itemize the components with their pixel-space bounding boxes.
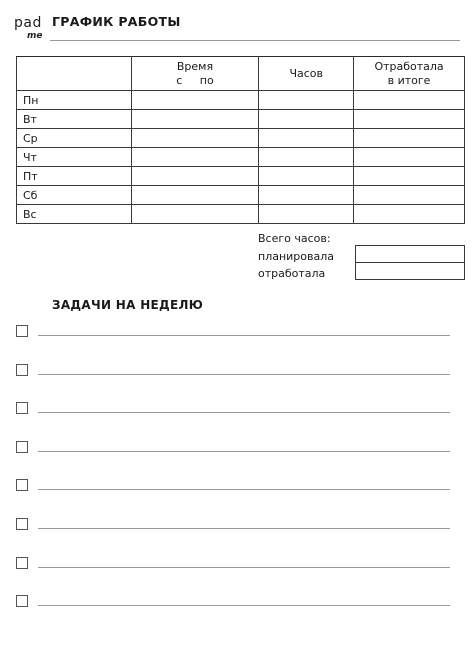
schedule-row-fri [17,167,465,186]
worked-cell[interactable] [354,91,465,110]
header-hours-label: Часов [289,66,323,80]
tasks-title: ЗАДАЧИ НА НЕДЕЛЮ [52,298,204,312]
time-cell[interactable] [131,91,259,110]
worked-cell[interactable] [354,186,465,205]
planned-hours-field[interactable] [355,245,465,263]
task-writing-line[interactable] [38,412,450,413]
time-cell[interactable] [131,110,259,129]
task-checkbox[interactable] [16,595,28,607]
hours-cell[interactable] [259,167,354,186]
task-item [16,595,450,615]
task-item [16,402,450,422]
logo-text-me: me [27,31,43,41]
worked-cell[interactable] [354,129,465,148]
hours-cell[interactable] [259,129,354,148]
task-item [16,557,450,577]
planned-label: планировала [258,250,335,263]
logo-text-pad: pad [14,15,42,31]
schedule-row-sat [17,186,465,205]
schedule-header-row [17,57,465,91]
header-time-sublabel: с по [176,73,214,87]
task-item [16,518,450,538]
task-writing-line[interactable] [38,451,450,452]
task-writing-line[interactable] [38,374,450,375]
task-checkbox[interactable] [16,441,28,453]
hours-cell[interactable] [259,205,354,224]
time-cell[interactable] [131,167,259,186]
schedule-row-mon [17,91,465,110]
day-label: Ср [17,129,132,148]
schedule-row-sun [17,205,465,224]
task-item [16,364,450,384]
time-cell[interactable] [131,129,259,148]
worked-label: отработала [258,267,326,280]
hours-cell[interactable] [259,186,354,205]
day-label: Пт [17,167,132,186]
time-cell[interactable] [131,186,259,205]
task-writing-line[interactable] [38,605,450,606]
hours-cell[interactable] [259,110,354,129]
brand-logo [14,15,44,45]
worked-cell[interactable] [354,110,465,129]
task-checkbox[interactable] [16,402,28,414]
day-label: Вт [17,110,132,129]
day-label: Сб [17,186,132,205]
day-label: Чт [17,148,132,167]
header-time-label: Время [176,59,214,73]
worked-cell[interactable] [354,205,465,224]
time-cell[interactable] [131,148,259,167]
schedule-row-thu [17,148,465,167]
task-checkbox[interactable] [16,325,28,337]
schedule-row-wed [17,129,465,148]
day-label: Вс [17,205,132,224]
schedule-table [16,56,465,224]
worked-cell[interactable] [354,148,465,167]
task-checkbox[interactable] [16,518,28,530]
task-item [16,479,450,499]
task-checkbox[interactable] [16,479,28,491]
header-time-cell [131,57,259,91]
header-day-cell [17,57,132,91]
header-worked-sublabel: в итоге [387,73,431,87]
hours-cell[interactable] [259,148,354,167]
worked-cell[interactable] [354,167,465,186]
task-writing-line[interactable] [38,335,450,336]
task-item [16,441,450,461]
schedule-row-tue [17,110,465,129]
totals-title: Всего часов: [258,232,331,245]
task-writing-line[interactable] [38,567,450,568]
worked-hours-field[interactable] [355,262,465,280]
task-writing-line[interactable] [38,489,450,490]
time-cell[interactable] [131,205,259,224]
page-title: ГРАФИК РАБОТЫ [52,14,181,29]
header-worked-cell [354,57,465,91]
task-writing-line[interactable] [38,528,450,529]
header-divider [50,40,460,41]
task-checkbox[interactable] [16,557,28,569]
day-label: Пн [17,91,132,110]
hours-cell[interactable] [259,91,354,110]
header-hours-cell [259,57,354,91]
task-checkbox[interactable] [16,364,28,376]
header-worked-label: Отработала [374,59,444,73]
task-item [16,325,450,345]
